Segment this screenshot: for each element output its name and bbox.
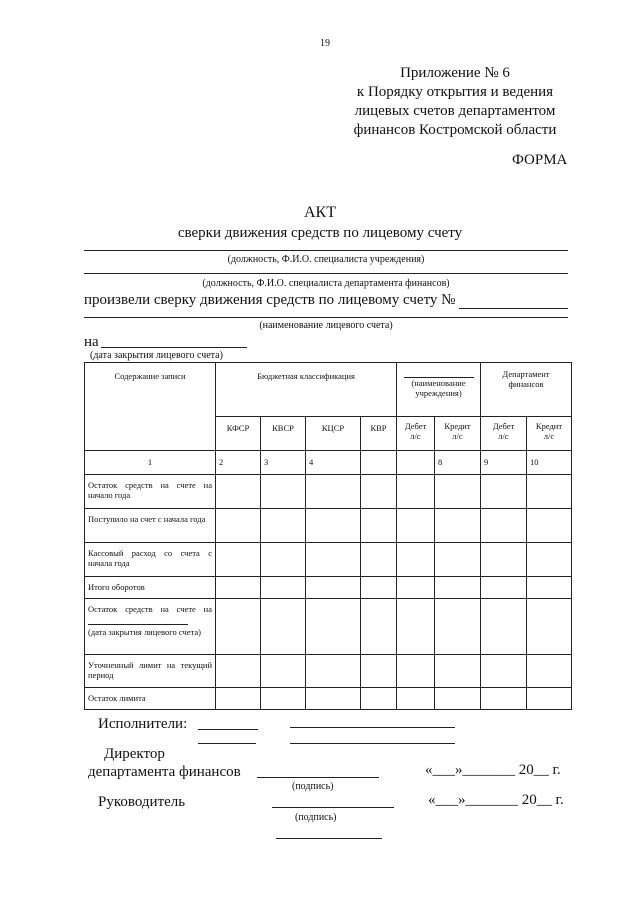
director-line1: Директор bbox=[104, 746, 165, 762]
header-debit-label: Дебет bbox=[492, 421, 515, 431]
row-label: Кассовый расход со счета с начала года bbox=[85, 543, 216, 577]
header-kfsr: КФСР bbox=[216, 417, 261, 451]
header-debit-unit: л/с bbox=[498, 431, 509, 441]
column-number bbox=[397, 451, 435, 475]
header-department-line: Департамент bbox=[502, 369, 550, 379]
account-name-caption: (наименование лицевого счета) bbox=[259, 320, 393, 331]
director-line2: департамента финансов bbox=[88, 764, 241, 780]
document-title: АКТ bbox=[304, 204, 336, 221]
appendix-line: Приложение № 6 bbox=[400, 65, 510, 81]
header-debit-label: Дебет bbox=[404, 421, 427, 431]
signature-caption: (подпись) bbox=[295, 812, 337, 823]
header-credit-unit: л/с bbox=[452, 431, 463, 441]
header-credit-institution bbox=[435, 417, 481, 451]
row-label: Остаток средств на счете на bbox=[88, 604, 212, 614]
row-closing-balance bbox=[85, 599, 216, 655]
header-debit-department bbox=[481, 417, 527, 451]
closing-date-caption: (дата закрытия лицевого счета) bbox=[90, 350, 223, 361]
on-label: на bbox=[84, 334, 99, 350]
head-label: Руководитель bbox=[98, 794, 186, 810]
executor-line bbox=[290, 727, 455, 728]
closing-date-line bbox=[101, 347, 247, 348]
account-number-line bbox=[459, 308, 568, 309]
row-label: Остаток лимита bbox=[85, 688, 216, 710]
row-label: (дата закрытия лицевого счета) bbox=[88, 627, 201, 637]
executors-label: Исполнители: bbox=[98, 716, 188, 732]
position-institution-caption: (должность, Ф.И.О. специалиста учреждения) bbox=[227, 254, 425, 265]
column-number: 9 bbox=[481, 451, 527, 475]
header-credit-label: Кредит bbox=[535, 421, 563, 431]
header-kvsr: КВСР bbox=[261, 417, 306, 451]
header-content: Содержание записи bbox=[85, 363, 216, 451]
date-template: «___»_______ 20__ г. bbox=[428, 792, 564, 808]
header-credit-unit: л/с bbox=[543, 431, 555, 441]
row-label: Уточненный лимит на текущий период bbox=[85, 655, 216, 688]
header-department bbox=[481, 363, 572, 417]
executor-line bbox=[198, 743, 256, 744]
head-signature-line bbox=[272, 807, 394, 808]
column-number: 1 bbox=[85, 451, 216, 475]
reconciliation-table bbox=[84, 362, 572, 710]
header-kvr: КВР bbox=[361, 417, 397, 451]
header-institution bbox=[397, 363, 481, 417]
appendix-line: лицевых счетов департаментом bbox=[354, 103, 556, 119]
date-template: «___»_______ 20__ г. bbox=[425, 762, 561, 778]
position-finance-line bbox=[84, 273, 568, 274]
position-finance-caption: (должность, Ф.И.О. специалиста департамента финансов) bbox=[202, 278, 450, 289]
column-number: 10 bbox=[527, 451, 572, 475]
header-budget-classification: Бюджетная классификация bbox=[216, 363, 397, 417]
appendix-line: к Порядку открытия и ведения bbox=[356, 84, 554, 100]
row-label: Поступило на счет с начала года bbox=[85, 509, 216, 543]
header-institution-text: (наименование учреждения) bbox=[411, 378, 466, 398]
executor-line bbox=[290, 743, 455, 744]
director-signature-line bbox=[257, 777, 379, 778]
appendix-line: финансов Костромской области bbox=[353, 122, 557, 138]
form-label: ФОРМА bbox=[512, 152, 568, 168]
column-number: 4 bbox=[306, 451, 361, 475]
header-credit-department bbox=[527, 417, 572, 451]
executor-line bbox=[198, 729, 258, 730]
document-subtitle: сверки движения средств по лицевому счету bbox=[177, 225, 463, 241]
header-credit-label: Кредит bbox=[444, 421, 471, 431]
row-label: Итого оборотов bbox=[85, 577, 216, 599]
page-number: 19 bbox=[320, 38, 330, 49]
header-debit-institution bbox=[397, 417, 435, 451]
header-kcsr: КЦСР bbox=[306, 417, 361, 451]
row-label: Остаток средств на счете на начало года bbox=[85, 475, 216, 509]
signature-caption: (подпись) bbox=[292, 781, 334, 792]
header-debit-unit: л/с bbox=[410, 431, 421, 441]
account-name-line bbox=[84, 317, 568, 318]
reconciliation-text: произвели сверку движения средств по лицевому счету № bbox=[84, 292, 456, 308]
appendix-block bbox=[340, 64, 570, 140]
signature-underline bbox=[276, 838, 382, 839]
column-number bbox=[361, 451, 397, 475]
header-department-line: финансов bbox=[508, 379, 544, 389]
position-institution-line bbox=[84, 250, 568, 251]
column-number: 8 bbox=[435, 451, 481, 475]
column-number: 2 bbox=[216, 451, 261, 475]
column-number: 3 bbox=[261, 451, 306, 475]
